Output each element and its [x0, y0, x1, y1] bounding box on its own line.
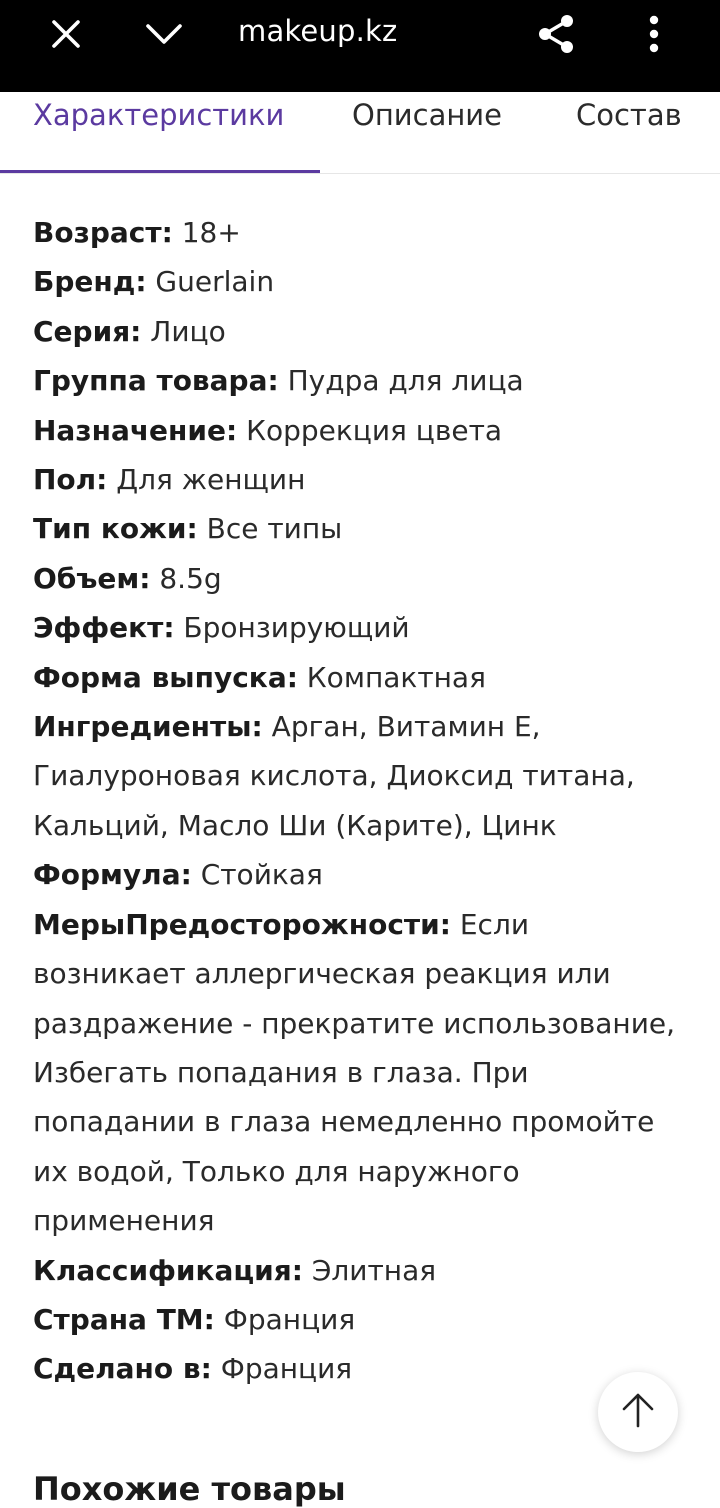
spec-formula: [33, 850, 688, 899]
arrow-up-icon: [618, 1390, 658, 1434]
similar-products-heading: Похожие товары: [33, 1470, 346, 1508]
tab-composition[interactable]: Состав: [576, 98, 682, 132]
spec-label: МерыПредосторожности:: [33, 907, 451, 941]
spec-value: Коррекция цвета: [237, 413, 503, 447]
spec-value: Guerlain: [146, 265, 275, 299]
spec-effect: [33, 603, 688, 652]
spec-trademark-country: [33, 1295, 688, 1344]
spec-value: Лицо: [141, 314, 226, 348]
spec-label: Форма выпуска:: [33, 660, 298, 694]
spec-value: Компактная: [297, 660, 486, 694]
spec-value: Элитная: [302, 1253, 437, 1287]
spec-precautions: [33, 900, 688, 1246]
product-specs: [33, 208, 688, 1394]
spec-gender: [33, 455, 688, 504]
spec-value: 8.5g: [150, 561, 222, 595]
spec-label: Пол:: [33, 463, 108, 497]
spec-value: 18+: [172, 216, 241, 249]
spec-volume: [33, 554, 688, 603]
spec-value: Бронзирующий: [174, 611, 410, 645]
product-tabs: [0, 92, 720, 174]
spec-value: Все типы: [197, 512, 343, 546]
spec-value: Стойкая: [191, 858, 323, 892]
scroll-to-top-button[interactable]: [598, 1372, 678, 1452]
spec-label: Сделано в:: [33, 1352, 212, 1386]
spec-label: Ингредиенты:: [33, 710, 263, 744]
spec-label: Возраст:: [33, 216, 173, 249]
spec-label: Эффект:: [33, 611, 175, 645]
spec-label: Формула:: [33, 858, 192, 892]
spec-label: Группа товара:: [33, 364, 279, 398]
tab-characteristics[interactable]: Характеристики: [33, 98, 285, 132]
spec-product-group: [33, 356, 688, 405]
spec-label: Страна ТМ:: [33, 1302, 215, 1336]
spec-ingredients: [33, 702, 688, 850]
spec-label: Классификация:: [33, 1253, 303, 1287]
spec-value: Если возникает аллергическая реакция или раздражение - прекратите использование, Избегать попадания в глаза. При попадании в глаза немедленно промойте их водой, Только для наружного применения: [33, 907, 676, 1238]
spec-value: Франция: [211, 1352, 353, 1386]
share-icon[interactable]: [530, 8, 582, 60]
spec-purpose: [33, 406, 688, 455]
spec-label: Назначение:: [33, 413, 238, 447]
spec-age: [33, 208, 688, 257]
spec-made-in: [33, 1344, 688, 1393]
close-icon[interactable]: [40, 8, 92, 60]
spec-label: Объем:: [33, 561, 151, 595]
spec-brand: [33, 257, 688, 306]
chevron-down-icon[interactable]: [138, 8, 190, 60]
spec-value: Арган, Витамин Е, Гиалуроновая кислота, Диоксид титана, Кальций, Масло Ши (Карите), Цинк: [33, 710, 635, 842]
spec-label: Тип кожи:: [33, 512, 198, 546]
spec-release-form: [33, 653, 688, 702]
spec-value: Франция: [214, 1302, 356, 1336]
spec-label: Бренд:: [33, 265, 147, 299]
spec-value: Для женщин: [107, 463, 306, 497]
spec-classification: [33, 1246, 688, 1295]
browser-title: makeup.kz: [238, 14, 398, 48]
tab-description[interactable]: Описание: [352, 98, 502, 132]
spec-series: [33, 307, 688, 356]
more-vertical-icon[interactable]: [628, 8, 680, 60]
spec-value: Пудра для лица: [278, 364, 524, 398]
browser-top-bar: [0, 0, 720, 92]
spec-skin-type: [33, 504, 688, 553]
spec-label: Серия:: [33, 314, 142, 348]
active-tab-indicator: [0, 170, 320, 173]
